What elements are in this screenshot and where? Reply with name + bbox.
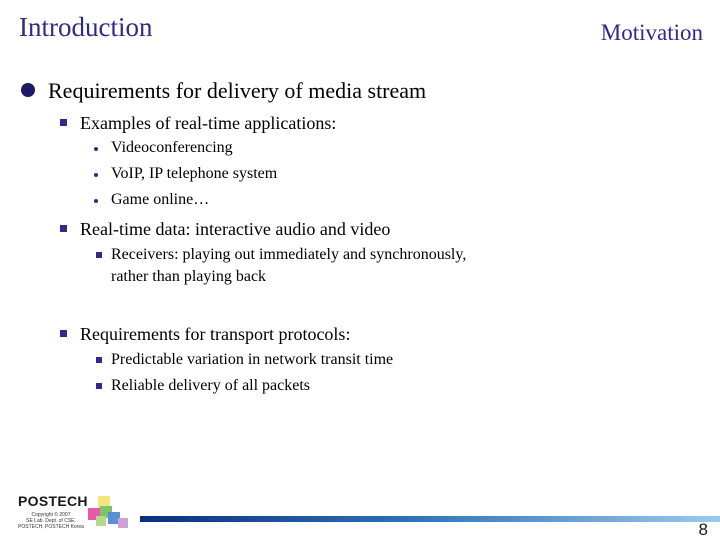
topic-title: Motivation bbox=[600, 20, 703, 45]
list-item: VoIP, IP telephone system bbox=[111, 165, 278, 182]
main-bullet-icon bbox=[21, 83, 35, 97]
square-bullet-icon bbox=[60, 330, 67, 337]
dot-bullet-icon bbox=[94, 147, 98, 151]
copyright-line: SE Lab. Dept. of CSE, bbox=[26, 518, 76, 524]
page-number: 8 bbox=[698, 520, 708, 539]
group-heading: Examples of real-time applications: bbox=[80, 113, 337, 133]
list-item: Game online… bbox=[111, 191, 210, 208]
list-item: Videoconferencing bbox=[111, 139, 233, 156]
square-bullet-icon bbox=[60, 225, 67, 232]
list-item: Reliable delivery of all packets bbox=[111, 377, 311, 394]
dot-bullet-icon bbox=[94, 173, 98, 177]
square-bullet-icon bbox=[60, 119, 67, 126]
list-item: Receivers: playing out immediately and synchronously, bbox=[111, 246, 467, 263]
list-item-continuation: rather than playing back bbox=[111, 268, 267, 285]
dot-bullet-icon bbox=[94, 199, 98, 203]
square-bullet-icon bbox=[96, 383, 102, 389]
postech-logo: POSTECH bbox=[18, 493, 88, 509]
group-heading: Real-time data: interactive audio and video bbox=[80, 219, 391, 239]
copyright-line: Copyright © 2007 bbox=[31, 512, 71, 518]
footer-bar bbox=[140, 516, 720, 522]
logo-squares-icon bbox=[86, 494, 138, 534]
square-bullet-icon bbox=[96, 357, 102, 363]
main-bullet-text: Requirements for delivery of media stream bbox=[48, 78, 427, 103]
section-title: Introduction bbox=[19, 12, 153, 42]
copyright-line: POSTECH, POSTECH Korea bbox=[18, 524, 84, 530]
group-heading: Requirements for transport protocols: bbox=[80, 324, 351, 344]
square-bullet-icon bbox=[96, 252, 102, 258]
list-item: Predictable variation in network transit time bbox=[111, 351, 394, 368]
copyright-notice bbox=[18, 512, 84, 530]
